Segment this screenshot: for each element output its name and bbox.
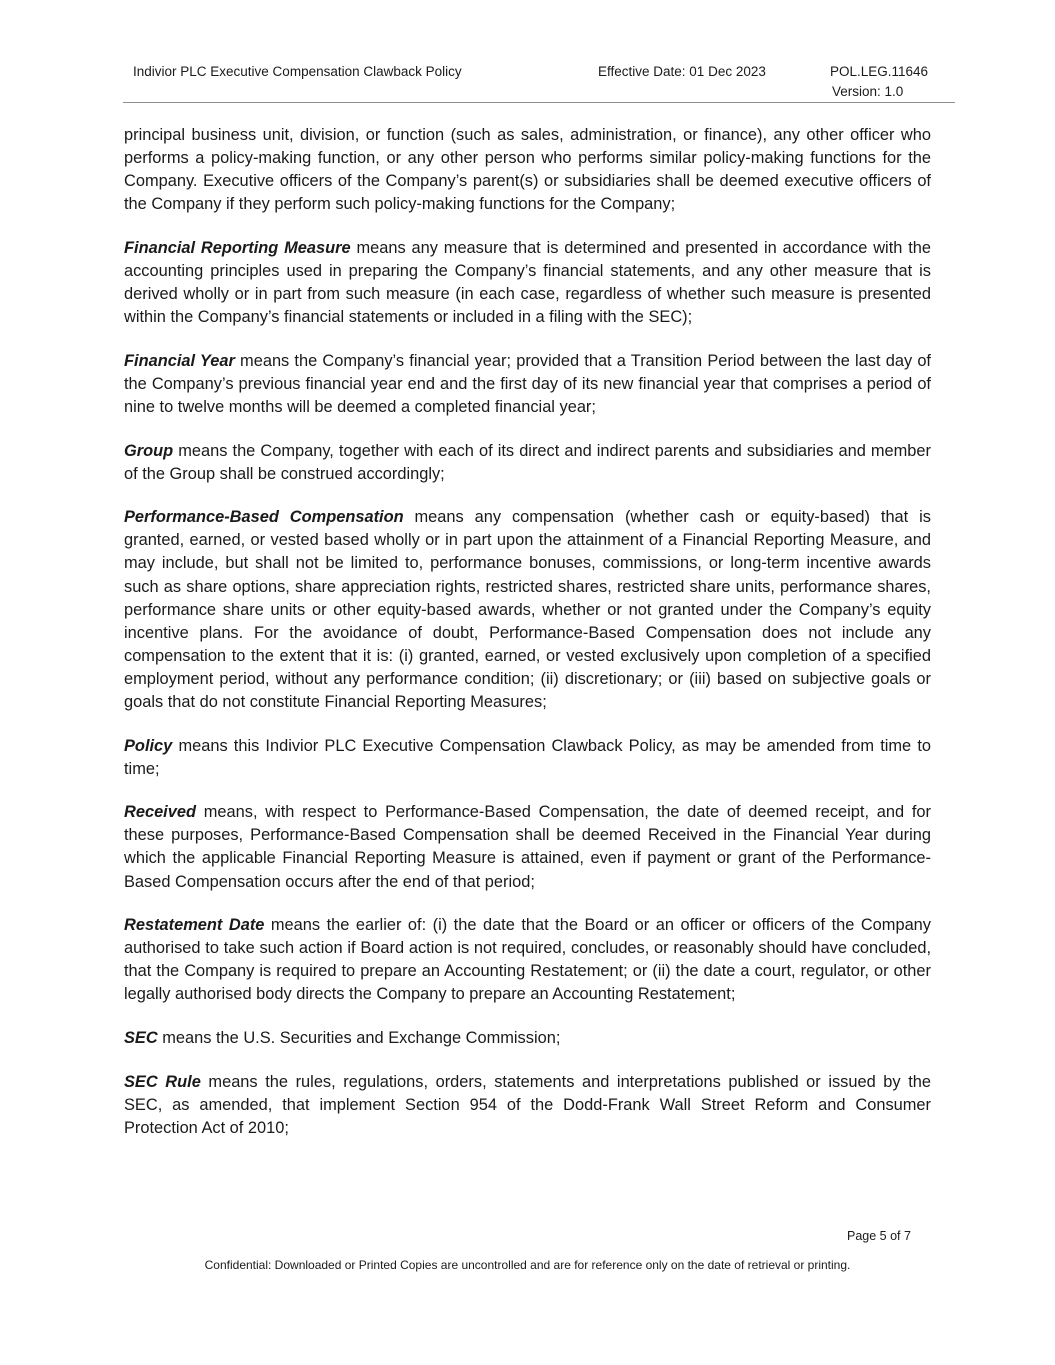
definition-term: Performance-Based Compensation: [124, 508, 404, 527]
definition-text: means the U.S. Securities and Exchange Commission;: [157, 1029, 561, 1047]
document-body: [124, 124, 931, 1160]
confidentiality-footer: Confidential: Downloaded or Printed Copies are uncontrolled and are for reference only on the date of retrieval or printing.: [204, 1258, 851, 1272]
intro-paragraph: principal business unit, division, or function (such as sales, administration, or finance), any other officer who performs a policy-making function, or any other person who performs similar policy-making functions for the Company. Executive officers of the Company’s parent(s) or subsidiaries shall be deemed executive officers of the Company if they perform such policy-making functions for the Company;: [124, 126, 931, 214]
definition-term: Restatement Date: [124, 916, 265, 935]
definition-term: Received: [124, 803, 196, 822]
definition-restatement-date: [124, 914, 931, 1006]
definition-text: means the Company, together with each of its direct and indirect parents and subsidiaries and member of the Group shall be construed accordingly;: [124, 441, 931, 483]
page-number: Page 5 of 7: [847, 1229, 911, 1243]
policy-reference: POL.LEG.11646: [830, 64, 929, 79]
definition-text: means any measure that is determined and presented in accordance with the accounting principles used in preparing the Company’s financial statements, and any other measure that is derived wholly or in part from such measure (in each case, regardless of whether such measure is presented within the Company’s financial statements or included in a filing with the SEC);: [124, 238, 931, 327]
definition-term: Financial Year: [124, 351, 235, 370]
definition-received: [124, 801, 931, 893]
definition-text: means the Company’s financial year; provided that a Transition Period between the last day of the Company’s previous financial year end and the first day of its new financial year that comprises a period of nine to twelve months will be deemed a completed financial year;: [124, 351, 931, 416]
effective-date: Effective Date: 01 Dec 2023: [598, 64, 766, 79]
definition-term: Group: [124, 441, 174, 460]
definition-sec-rule: [124, 1071, 931, 1140]
definition-term: Policy: [124, 736, 173, 755]
version-label: Version: 1.0: [832, 84, 904, 99]
definition-text: means the rules, regulations, orders, statements and interpretations published or issued by the SEC, as amended, that implement Section 954 of the Dodd-Frank Wall Street Reform and Consumer Protection Act of 2010;: [124, 1072, 931, 1137]
definition-text: means this Indivior PLC Executive Compensation Clawback Policy, as may be amended from time to time;: [124, 736, 931, 778]
document-title: Indivior PLC Executive Compensation Clawback Policy: [133, 64, 462, 79]
definition-performance-based-compensation: [124, 506, 931, 714]
definition-group: [124, 440, 931, 486]
definition-text: means the earlier of: (i) the date that the Board or an officer or officers of the Company authorised to take such action if Board action is not required, concludes, or reasonably should have concluded, that the Company is required to prepare an Accounting Restatement; or (ii) the date a court, regulator, or other legally authorised body directs the Company to prepare an Accounting Restatement;: [124, 916, 931, 1004]
definition-term: Financial Reporting Measure: [124, 238, 351, 257]
definition-financial-year: [124, 350, 931, 419]
definition-financial-reporting-measure: [124, 237, 931, 329]
definition-term: SEC Rule: [124, 1072, 201, 1091]
definition-term: SEC: [124, 1029, 158, 1047]
page-header: [123, 62, 955, 103]
definition-text: means any compensation (whether cash or equity-based) that is granted, earned, or vested based wholly or in part upon the attainment of a Financial Reporting Measure, and may include, but shall not be limited to, performance bonuses, commissions, or long-term incentive awards such as share options, share appreciation rights, restricted shares, restricted share units, performance shares, performance share units or other equity-based awards, whether or not granted under the Company’s equity incentive plans. For the avoidance of doubt, Performance-Based Compensation does not include any compensation to the extent that it is: (i) granted, earned, or vested exclusively upon completion of a specified employment period, without any performance condition; (ii) discretionary; or (iii) based on subjective goals or goals that do not constitute Financial Reporting Measures;: [124, 508, 931, 711]
definition-text: means, with respect to Performance-Based Compensation, the date of deemed receipt, and for these purposes, Performance-Based Compensation shall be deemed Received in the Financial Year during which the applicable Financial Reporting Measure is attained, even if payment or grant of the Performance-Based Compensation occurs after the end of that period;: [124, 803, 931, 891]
definition-policy: [124, 735, 931, 781]
definition-sec: [124, 1027, 931, 1050]
